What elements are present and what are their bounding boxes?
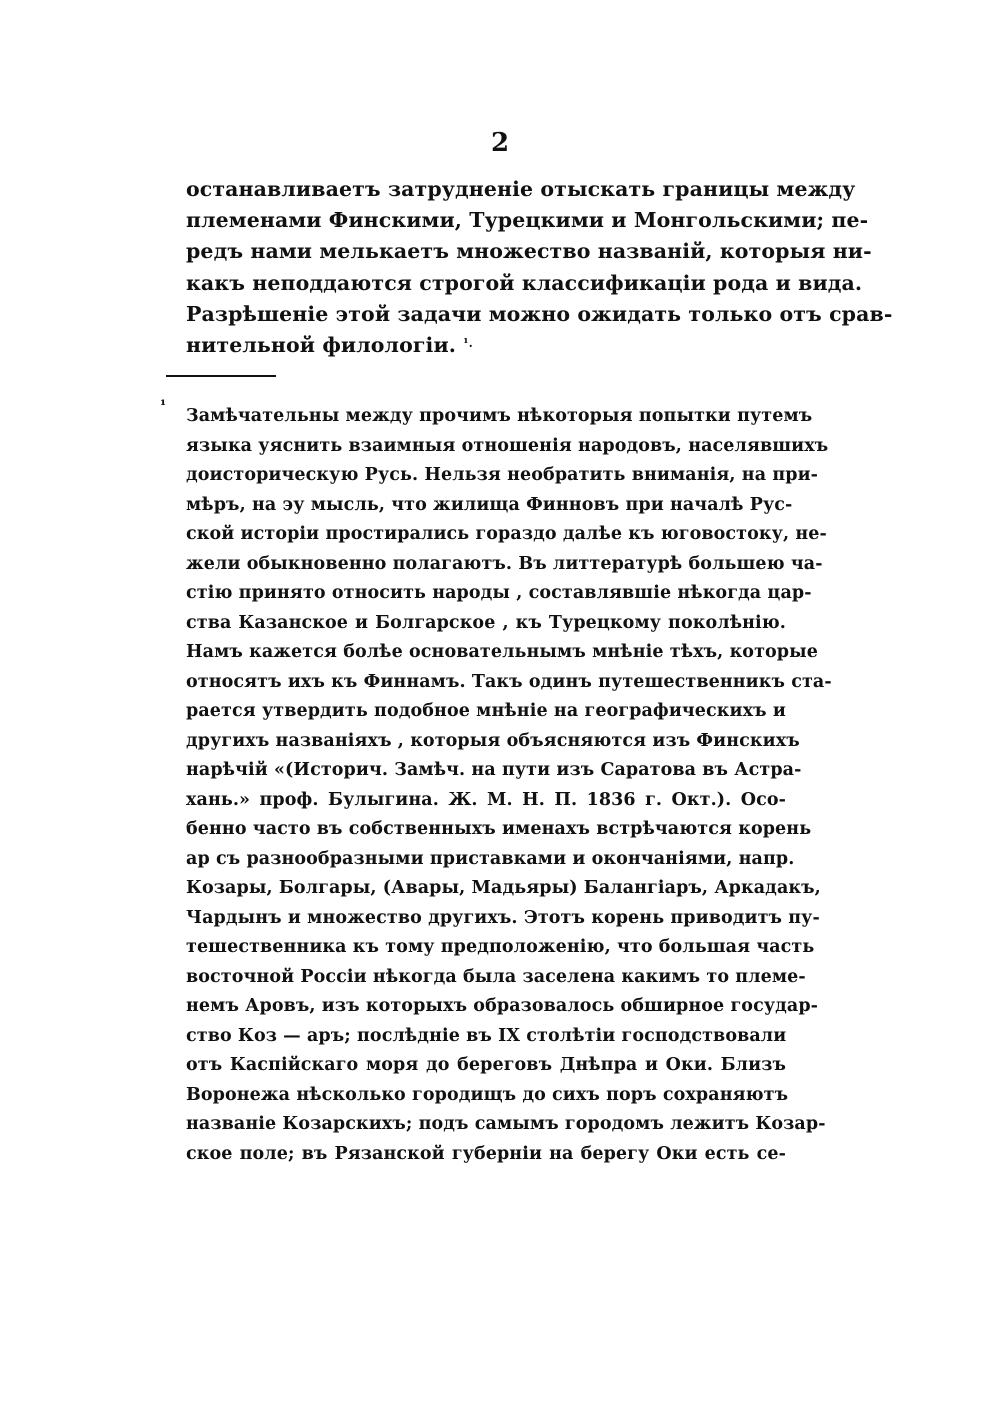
footnote-line: Замѣчательны между прочимъ нѣкоторыя попытки путемъ xyxy=(186,406,813,426)
footnote-line: ства Казанское и Болгарское , къ Турецкому поколѣнію. xyxy=(186,612,786,633)
footnote-line: ар съ разнообразными приставками и окончаніями, напр. xyxy=(186,848,795,869)
footnote-line: другихъ названіяхъ , которыя объясняются изъ Финскихъ xyxy=(186,730,800,751)
footnote-line: нарѣчій «(Историч. Замѣч. на пути изъ Саратова въ Астра- xyxy=(186,760,802,780)
text-line: Разрѣшеніе этой задачи можно ожидать только отъ срав- xyxy=(186,301,893,326)
footnote-line: мѣръ, на эу мысль, что жилища Финновъ при началѣ Рус- xyxy=(186,494,793,515)
footnote-line: бенно часто въ собственныхъ именахъ встрѣчаются корень xyxy=(186,819,812,839)
footnote-line: относятъ ихъ къ Финнамъ. Такъ одинъ путешественникъ ста- xyxy=(186,671,832,692)
footnote-line: восточной Россіи нѣкогда была заселена какимъ то племе- xyxy=(186,966,806,987)
main-paragraph xyxy=(186,174,893,361)
text-line: останавливаетъ затрудненіе отыскать границы между xyxy=(186,177,856,201)
footnote-line: Козары, Болгары, (Авары, Мадьяры) Балангіаръ, Аркадакъ, xyxy=(186,878,821,898)
text-line: редъ нами мелькаетъ множество названій, которыя ни- xyxy=(186,239,872,264)
footnote-line: доисторическую Русь. Нельзя необратить вниманія, на при- xyxy=(186,465,819,485)
text-line: племенами Финскими, Турецкими и Монгольскими; пе- xyxy=(186,208,869,233)
footnote-line: хань.» проф. Булыгина. Ж. М. Н. П. 1836 г. Окт.). Осо- xyxy=(186,789,786,810)
page-number: 2 xyxy=(490,128,510,158)
footnote-line: жели обыкновенно полагаютъ. Въ литтературѣ большею ча- xyxy=(186,553,823,574)
footnote-line: стію принято относить народы , составлявшіе нѣкогда цар- xyxy=(186,583,812,603)
footnote-line: отъ Каспійскаго моря до береговъ Днѣпра и Оки. Близъ xyxy=(186,1055,786,1075)
footnote-line: Воронежа нѣсколько городищъ до сихъ поръ сохраняютъ xyxy=(186,1084,789,1105)
footnote-line: ское поле; въ Рязанской губерніи на берегу Оки есть се- xyxy=(186,1143,786,1164)
text-line: какъ неподдаются строгой классификаціи рода и вида. xyxy=(186,270,863,295)
footnote-line: тешественника къ тому предположенію, что большая часть xyxy=(186,937,815,957)
footnote-line: немъ Аровъ, изъ которыхъ образовалось обширное государ- xyxy=(186,996,819,1016)
footnote-line: Намъ кажется болѣе основательнымъ мнѣніе тѣхъ, которые xyxy=(186,642,819,662)
footnote-reference: ¹. xyxy=(463,335,473,350)
footnote-marker: ¹ xyxy=(160,398,167,414)
text-line-last xyxy=(186,330,786,361)
footnote-line: рается утвердить подобное мнѣніе на географическихъ и xyxy=(186,701,786,721)
footnote-divider xyxy=(166,375,276,377)
footnote-line: названіе Козарскихъ; подъ самымъ городомъ лежитъ Козар- xyxy=(186,1114,826,1134)
footnote-line: Чардынъ и множество другихъ. Этотъ корень приводитъ пу- xyxy=(186,907,820,928)
footnote-line: ство Коз — аръ; послѣдніе въ IX столѣтіи господствовали xyxy=(186,1025,787,1046)
footnote-text xyxy=(186,402,832,1169)
footnote-line: ской исторіи простирались гораздо далѣе къ юговостоку, не- xyxy=(186,524,827,544)
footnote-line: языка уяснить взаимныя отношенія народовъ, населявшихъ xyxy=(186,435,829,456)
last-line-text: нительной филологіи. xyxy=(186,332,456,357)
